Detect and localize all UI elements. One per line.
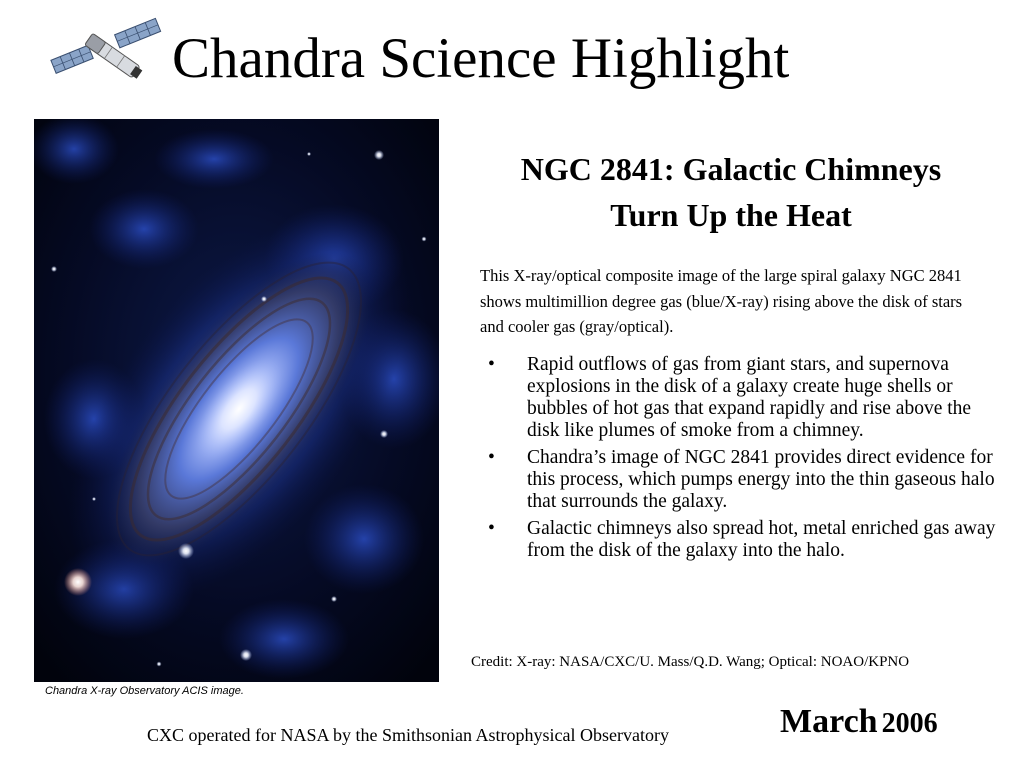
list-item: [488, 354, 998, 442]
image-credit: Credit: X-ray: NASA/CXC/U. Mass/Q.D. Wang; Optical: NOAO/KPNO: [471, 654, 910, 670]
bullet-list: [488, 354, 998, 567]
page-title: Chandra Science Highlight: [172, 27, 790, 90]
bullet-icon: •: [488, 518, 495, 539]
bullet-icon: •: [488, 447, 495, 468]
bullet-text: Chandra’s image of NGC 2841 provides direct evidence for this process, which pumps energy into the thin gaseous halo that surrounds the galaxy.: [527, 447, 995, 512]
intro-paragraph: This X-ray/optical composite image of the large spiral galaxy NGC 2841 shows multimillion degree gas (blue/X-ray) rising above the disk of stars and cooler gas (gray/optical).: [480, 266, 963, 336]
chandra-satellite-icon: [48, 14, 166, 82]
footer-text: CXC operated for NASA by the Smithsonian Astrophysical Observatory: [147, 725, 669, 745]
publication-date: [780, 701, 938, 749]
headline-line-2: Turn Up the Heat: [610, 197, 852, 233]
article-headline: [445, 146, 1017, 238]
date-month: March: [780, 703, 878, 740]
list-item: [488, 518, 998, 562]
headline-line-1: NGC 2841: Galactic Chimneys: [520, 151, 942, 187]
bullet-text: Galactic chimneys also spread hot, metal enriched gas away from the disk of the galaxy into the halo.: [527, 518, 996, 561]
bullet-text: Rapid outflows of gas from giant stars, and supernova explosions in the disk of a galaxy create huge shells or bubbles of hot gas that expand rapidly and rise above the disk like plumes of smoke from a chimney.: [527, 354, 972, 441]
image-caption: Chandra X-ray Observatory ACIS image.: [45, 685, 244, 697]
galaxy-image: [34, 119, 439, 682]
bullet-icon: •: [488, 354, 495, 375]
date-year: 2006: [881, 708, 938, 739]
list-item: [488, 447, 998, 513]
